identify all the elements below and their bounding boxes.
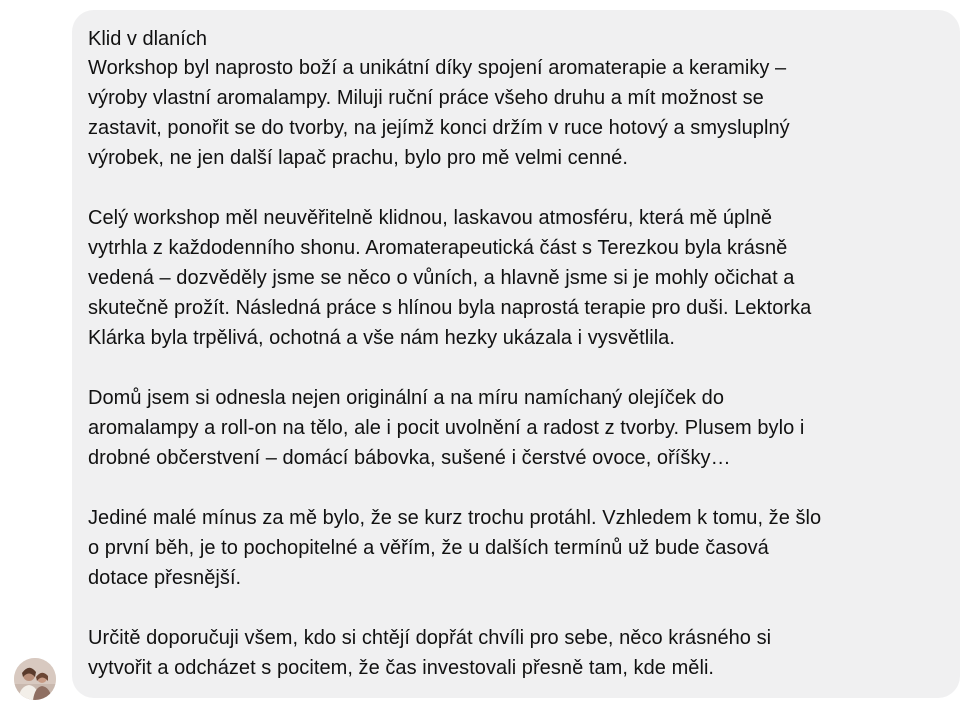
message-line: dotace přesnější. [88, 567, 242, 589]
avatar[interactable] [14, 658, 56, 700]
message-paragraph-2 [88, 203, 944, 353]
message-line: Určitě doporučuji všem, kdo si chtějí dopřát chvíli pro sebe, něco krásného si [88, 627, 772, 649]
message-line: vytrhla z každodenního shonu. Aromaterapeutická část s Terezkou byla krásně [88, 237, 788, 259]
message-paragraph-1 [88, 53, 944, 173]
message-paragraph-5 [88, 623, 944, 683]
paragraph-gap [88, 353, 944, 383]
message-bubble [72, 10, 960, 698]
message-line: výroby vlastní aromalampy. Miluji ruční práce všeho druhu a mít možnost se [88, 87, 764, 109]
paragraph-gap [88, 473, 944, 503]
message-line: Jediné malé mínus za mě bylo, že se kurz trochu protáhl. Vzhledem k tomu, že šlo [88, 507, 822, 529]
message-paragraph-3 [88, 383, 944, 473]
message-line: výrobek, ne jen další lapač prachu, bylo pro mě velmi cenné. [88, 147, 628, 169]
message-line: drobné občerstvení – domácí bábovka, sušené i čerstvé ovoce, oříšky… [88, 447, 731, 469]
avatar-photo-icon [14, 658, 56, 700]
message-line: o první běh, je to pochopitelné a věřím, že u dalších termínů už bude časová [88, 537, 769, 559]
paragraph-gap [88, 593, 944, 623]
paragraph-gap [88, 173, 944, 203]
message-line: Domů jsem si odnesla nejen originální a na míru namíchaný olejíček do [88, 387, 725, 409]
message-paragraph-4 [88, 503, 944, 593]
message-title: Klid v dlaních [88, 28, 207, 50]
message-line: Workshop byl naprosto boží a unikátní díky spojení aromaterapie a keramiky – [88, 57, 787, 79]
message-line: Celý workshop měl neuvěřitelně klidnou, laskavou atmosféru, která mě úplně [88, 207, 773, 229]
message-line: skutečně prožít. Následná práce s hlínou byla naprostá terapie pro duši. Lektorka [88, 297, 812, 319]
message-line: aromalampy a roll-on na tělo, ale i pocit uvolnění a radost z tvorby. Plusem bylo i [88, 417, 805, 439]
message-line: vytvořit a odcházet s pocitem, že čas investovali přesně tam, kde měli. [88, 657, 715, 679]
message-line: vedená – dozvěděly jsme se něco o vůních, a hlavně jsme si je mohly očichat a [88, 267, 795, 289]
message-line: zastavit, ponořit se do tvorby, na jejímž konci držím v ruce hotový a smysluplný [88, 117, 790, 139]
message-line: Klárka byla trpělivá, ochotná a vše nám hezky ukázala i vysvětlila. [88, 327, 675, 349]
